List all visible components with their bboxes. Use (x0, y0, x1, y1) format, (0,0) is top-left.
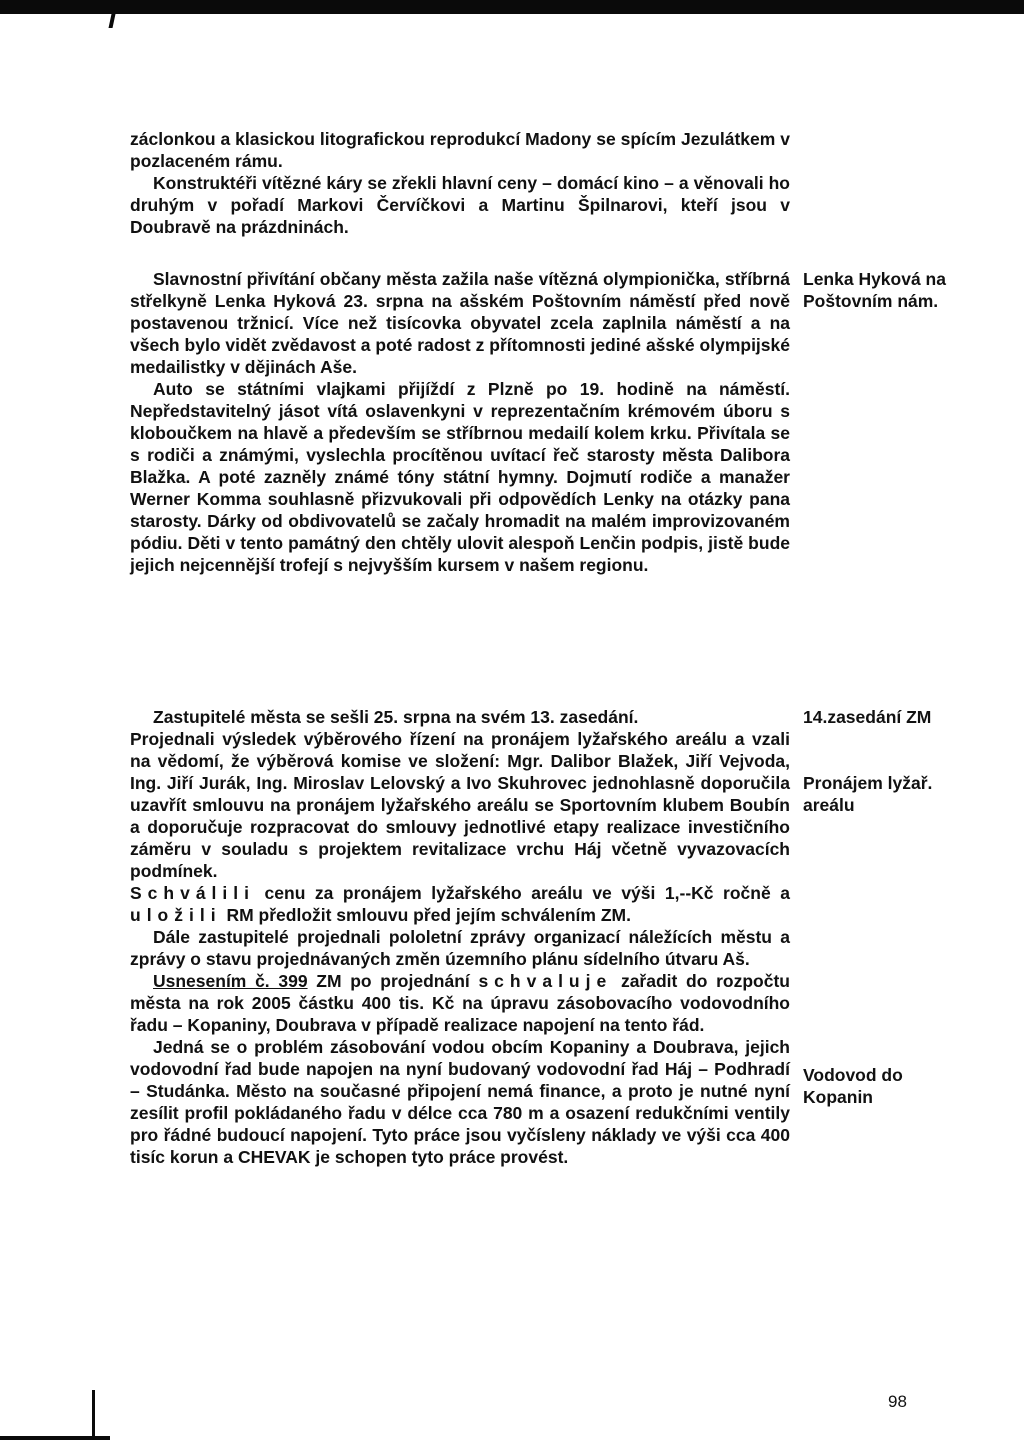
side-note-pronajem (803, 772, 1013, 816)
side-note-lenka-hykova (803, 268, 1013, 312)
scan-mark (109, 14, 116, 28)
side-note-line: Vodovod do (803, 1065, 903, 1085)
paragraph: Dále zastupitelé projednali pololetní zprávy organizací náležících městu a zprávy o stavu projednávaných změn územního plánu sídelního útvaru Aš. (130, 927, 790, 969)
paragraph (130, 882, 790, 926)
text-block-lenka-hykova (130, 268, 790, 576)
resolution-reference: Usnesením č. 399 (153, 971, 308, 991)
text-block-cerna-kara (130, 128, 790, 238)
paragraph: Auto se státními vlajkami přijíždí z Plzně po 19. hodině na náměstí. Nepředstavitelný jásot vítá oslavenkyni v reprezentačním krémovém úboru s kloboučkem na hlavě a především se stříbrnou medailí kolem krku. Přivítala se s rodiči a známými, vyslechla procítěnou uvítací řeč starosty města Dalibora Blažka. A poté zazněly známé tóny státní hymny. Dojmutí rodiče a manažer Werner Komma souhlasně přizvukovali při odpovědích Lenky na otázky pana starosty. Dárky od obdivovatelů se začaly hromadit na malém improvizovaném pódiu. Děti v tento památný den chtěly ulovit alespoň Lenčin podpis, jistě bude jejich nejcennější trofejí s nejvyšším kursem v našem regionu. (130, 379, 790, 575)
side-note-vodovod (803, 1064, 1013, 1108)
paragraph: záclonkou a klasickou litografickou reprodukcí Madony se spícím Jezulátkem v pozlaceném rámu. (130, 129, 790, 171)
emphasis-schvalili: Schválili (130, 883, 256, 903)
emphasis-ulozili: uložili (130, 905, 222, 925)
side-note-line: 14.zasedání ZM (803, 707, 932, 727)
side-note-line: areálu (803, 795, 855, 815)
text-fragment: RM předložit smlouvu před jejím schválením ZM. (226, 905, 631, 925)
paragraph: Konstruktéři vítězné káry se zřekli hlavní ceny – domácí kino – a věnovali ho druhým v pořadí Markovi Červíčkovi a Martinu Špilnarovi, kteří jsou v Doubravě na prázdninách. (130, 173, 790, 237)
emphasis-schvaluje: schvaluje (478, 971, 613, 991)
text-block-zastupitelstvo (130, 706, 790, 1168)
scan-bottom-mark-vertical (92, 1390, 95, 1440)
side-note-line: Poštovním nám. (803, 291, 939, 311)
text-fragment: ZM po projednání (316, 971, 470, 991)
paragraph: Slavnostní přivítání občany města zažila naše vítězná olympionička, stříbrná střelkyně Lenka Hyková 23. srpna na ašském Poštovním náměstí před nově postavenou tržnicí. Více než tisícovka obyvatel zcela zaplnila náměstí a na všech bylo vidět zvědavost a poté radost z přítomnosti jediné ašské olympijské medailistky v dějinách Aše. (130, 269, 790, 377)
scan-top-border (0, 0, 1024, 14)
paragraph: Zastupitelé města se sešli 25. srpna na svém 13. zasedání. (153, 707, 639, 727)
paragraph (130, 970, 790, 1036)
text-fragment: zařadit do rozpočtu města na rok 2005 částku 400 tis. Kč na úpravu zásobovacího vodovodního řadu – Kopaniny, Doubrava v případě realizace napojení na tento řád. (130, 971, 790, 1035)
paragraph: Projednali výsledek výběrového řízení na pronájem lyžařského areálu a vzali na vědomí, že výběrová komise ve složení: Mgr. Dalibor Blažek, Jiří Vejvoda, Ing. Jiří Jurák, Ing. Miroslav Lelovský a Ivo Skuhrovec jednohlasně doporučila uzavřít smlouvu na pronájem lyžařského areálu se Sportovním klubem Boubín a doporučuje rozpracovat do smlouvy jednotlivé etapy realizace investičního záměru v souladu s projektem revitalizace vrchu Háj včetně vyvazovacích podmínek. (130, 729, 790, 881)
paragraph: Jedná se o problém zásobování vodou obcím Kopaniny a Doubrava, jejich vodovodní řad bude napojen na nyní budovaný vodovodní řad Háj – Podhradí – Studánka. Město na současné připojení nemá finance, a proto je nutné nyní zesílit profil pokládaného řadu v délce cca 780 m a osazení redukčními ventily pro řádné budoucí napojení. Tyto práce jsou vyčísleny náklady ve výši cca 400 tisíc korun a CHEVAK je schopen tyto práce provést. (130, 1037, 790, 1167)
side-note-zasedani (803, 706, 1013, 728)
page-number: 98 (888, 1392, 907, 1411)
side-note-line: Lenka Hyková na (803, 269, 946, 289)
side-note-line: Kopanin (803, 1087, 873, 1107)
side-note-line: Pronájem lyžař. (803, 773, 933, 793)
text-fragment: cenu za pronájem lyžařského areálu ve výši 1,--Kč ročně a (264, 883, 790, 903)
